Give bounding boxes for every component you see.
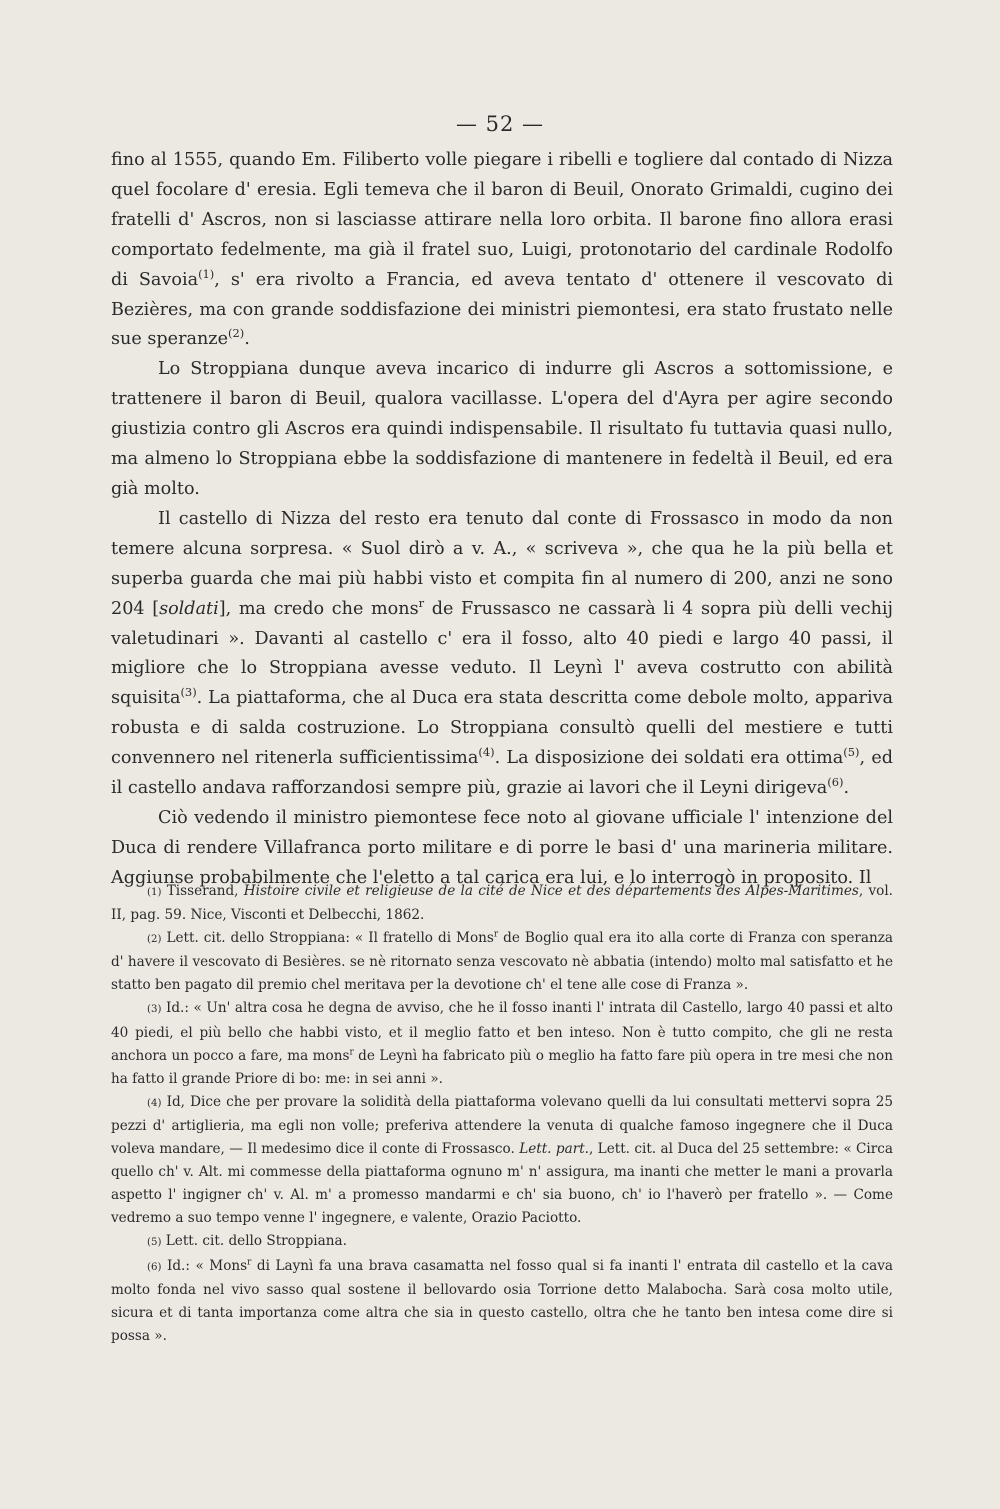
footnotes (111, 880, 893, 1348)
paragraph-2: Lo Stroppiana dunque aveva incarico di indurre gli Ascros a sottomissione, e trattenere il baron di Beuil, qualora vacillasse. L'opera del d'Ayra per agire secondo giustizia contro gli Ascros era quindi indispensabile. Il risultato fu tuttavia quasi nullo, ma almeno lo Stroppiana ebbe la soddisfazione di mantenere in fedeltà il Beuil, ed era già molto. (111, 359, 893, 499)
footnote-3: (3) Id.: « Un' altra cosa he degna de avviso, che he il fosso inanti l' intrata dil Castello, largo 40 passi et alto 40 piedi, el più bello che habbi visto, et il meglio fatto et ben inteso. Non è tutto compito, che gli ne resta anchora un pocco a fare, ma mons$^r$ de Leynì ha fabricato più o meglio ha fatto fare più opera in tre mesi che non ha fatto il grande Priore di bo: me: in sei anni ». (111, 1000, 893, 1087)
footnote-ref-2: (2) (227, 326, 245, 341)
footnote-6: (6) Id.: « Mons$^r$ di Laynì fa una brava casamatta nel fosso qual si fa inanti l' entrata dil castello et la cava molto fonda nel vivo sasso qual sostene il bellovardo osia Torrione detto Malabocha. Sarà cosa molto utile, sicura et di tanta importanza come altra che sia in questo castello, oltra che he tanto ben intesa come dire si possa ». (111, 1256, 894, 1344)
paragraph-4: Ciò vedendo il ministro piemontese fece noto al giovane ufficiale l' intenzione del Duca di rendere Villafranca porto militare e di porre le basi d' una marineria militare. Aggiunse probabilmente che l'eletto a tal carica era lui, e lo interrogò in proposito. Il (111, 807, 893, 888)
main-text (111, 146, 893, 894)
footnote-ref-4: (4) (478, 745, 495, 760)
footnote-4: (4) Id, Dice che per provare la solidità della piattaforma volevano quelli da lui consultati mettervi sopra 25 pezzi d' artiglieria, ma egli non volle; preferiva attendere la venuta di qualche famoso ingegnere che il Duca voleva mandare, — Il medesimo dice il conte di Frossasco. Lett. part., Lett. cit. al Duca del 25 settembre: « Circa quello ch' v. Alt. mi commesse della piattaforma ognuno m' n' assigura, ma inanti che metter le mani a provarla aspetto l' ingigner ch' v. Al. m' a promesso mandarmi e ch' sia buono, ch' io l'haverò per fratello ». — Come vedremo a suo tempo venne l' ingegnere, e valente, Orazio Paciotto. (111, 1093, 893, 1227)
footnote-ref-6: (6) (827, 775, 844, 790)
paragraph-1: fino al 1555, quando Em. Filiberto volle piegare i ribelli e togliere dal contado di Nizza quel focolare d' eresia. Egli temeva che il baron di Beuil, Onorato Grimaldi, cugino dei fratelli d' Ascros, non si lasciasse attirare nella loro orbita. Il barone fino allora erasi comportato fedelmente, ma già il fratel suo, Luigi, protonotario del cardinale Rodolfo di Savoia$^{(1)}$, s' era rivolto a Francia, ed aveva tentato d' ottenere il vescovato di Bezières, ma con grande soddisfazione dei ministri piemontesi, era stato frustato nelle sue speranze$^{(2)}$. (111, 150, 893, 350)
footnote-ref-5: (5) (843, 745, 860, 760)
paragraph-3: Il castello di Nizza del resto era tenuto dal conte di Frossasco in modo da non temere alcuna sorpresa. « Suol dirò a v. A., « scriveva », che qua he la più bella et superba guarda che mai più habbi visto et compita fin al numero di 200, anzi ne sono 204 [soldati], ma credo che mons$^r$ de Frussasco ne cassarà li 4 sopra più delli vechij valetudinari ». Davanti al castello c' era il fosso, alto 40 piedi e largo 40 passi, il migliore che lo Stroppiana avesse veduto. Il Leynì l' aveva costrutto con abilità squisita$^{(3)}$. La piattaforma, che al Duca era stata descritta come debole molto, appariva robusta e di salda costruzione. Lo Stroppiana consultò quelli del mestiere e tutti convennero nel ritenerla sufficientissima$^{(4)}$. La disposizione dei soldati era ottima$^{(5)}$, ed il castello andava rafforzandosi sempre più, grazie ai lavori che il Leyni dirigeva$^{(6)}$. (111, 508, 893, 799)
footnote-1: (1) Tisserand, Histoire civile et religieuse de la cité de Nice et des départements des Alpes-Maritimes, vol. II, pag. 59. Nice, Visconti et Delbecchi, 1862. (111, 883, 893, 924)
page-number: — 52 — (455, 112, 545, 136)
footnote-2: (2) Lett. cit. dello Stroppiana: « Il fratello di Mons$^r$ de Boglio qual era ito alla corte di Franza con speranza d' havere il vescovato di Besières. se nè ritornato senza vescovato nè abbatia (intendo) molto mal satisfatto et he statto ben pagato dil premio chel meritava per la devotione ch' el tene alle cose di Franza ». (111, 929, 893, 994)
footnote-5: (5) Lett. cit. dello Stroppiana. (147, 1233, 347, 1250)
footnote-ref-1: (1) (198, 266, 215, 281)
footnote-ref-3: (3) (180, 685, 197, 700)
